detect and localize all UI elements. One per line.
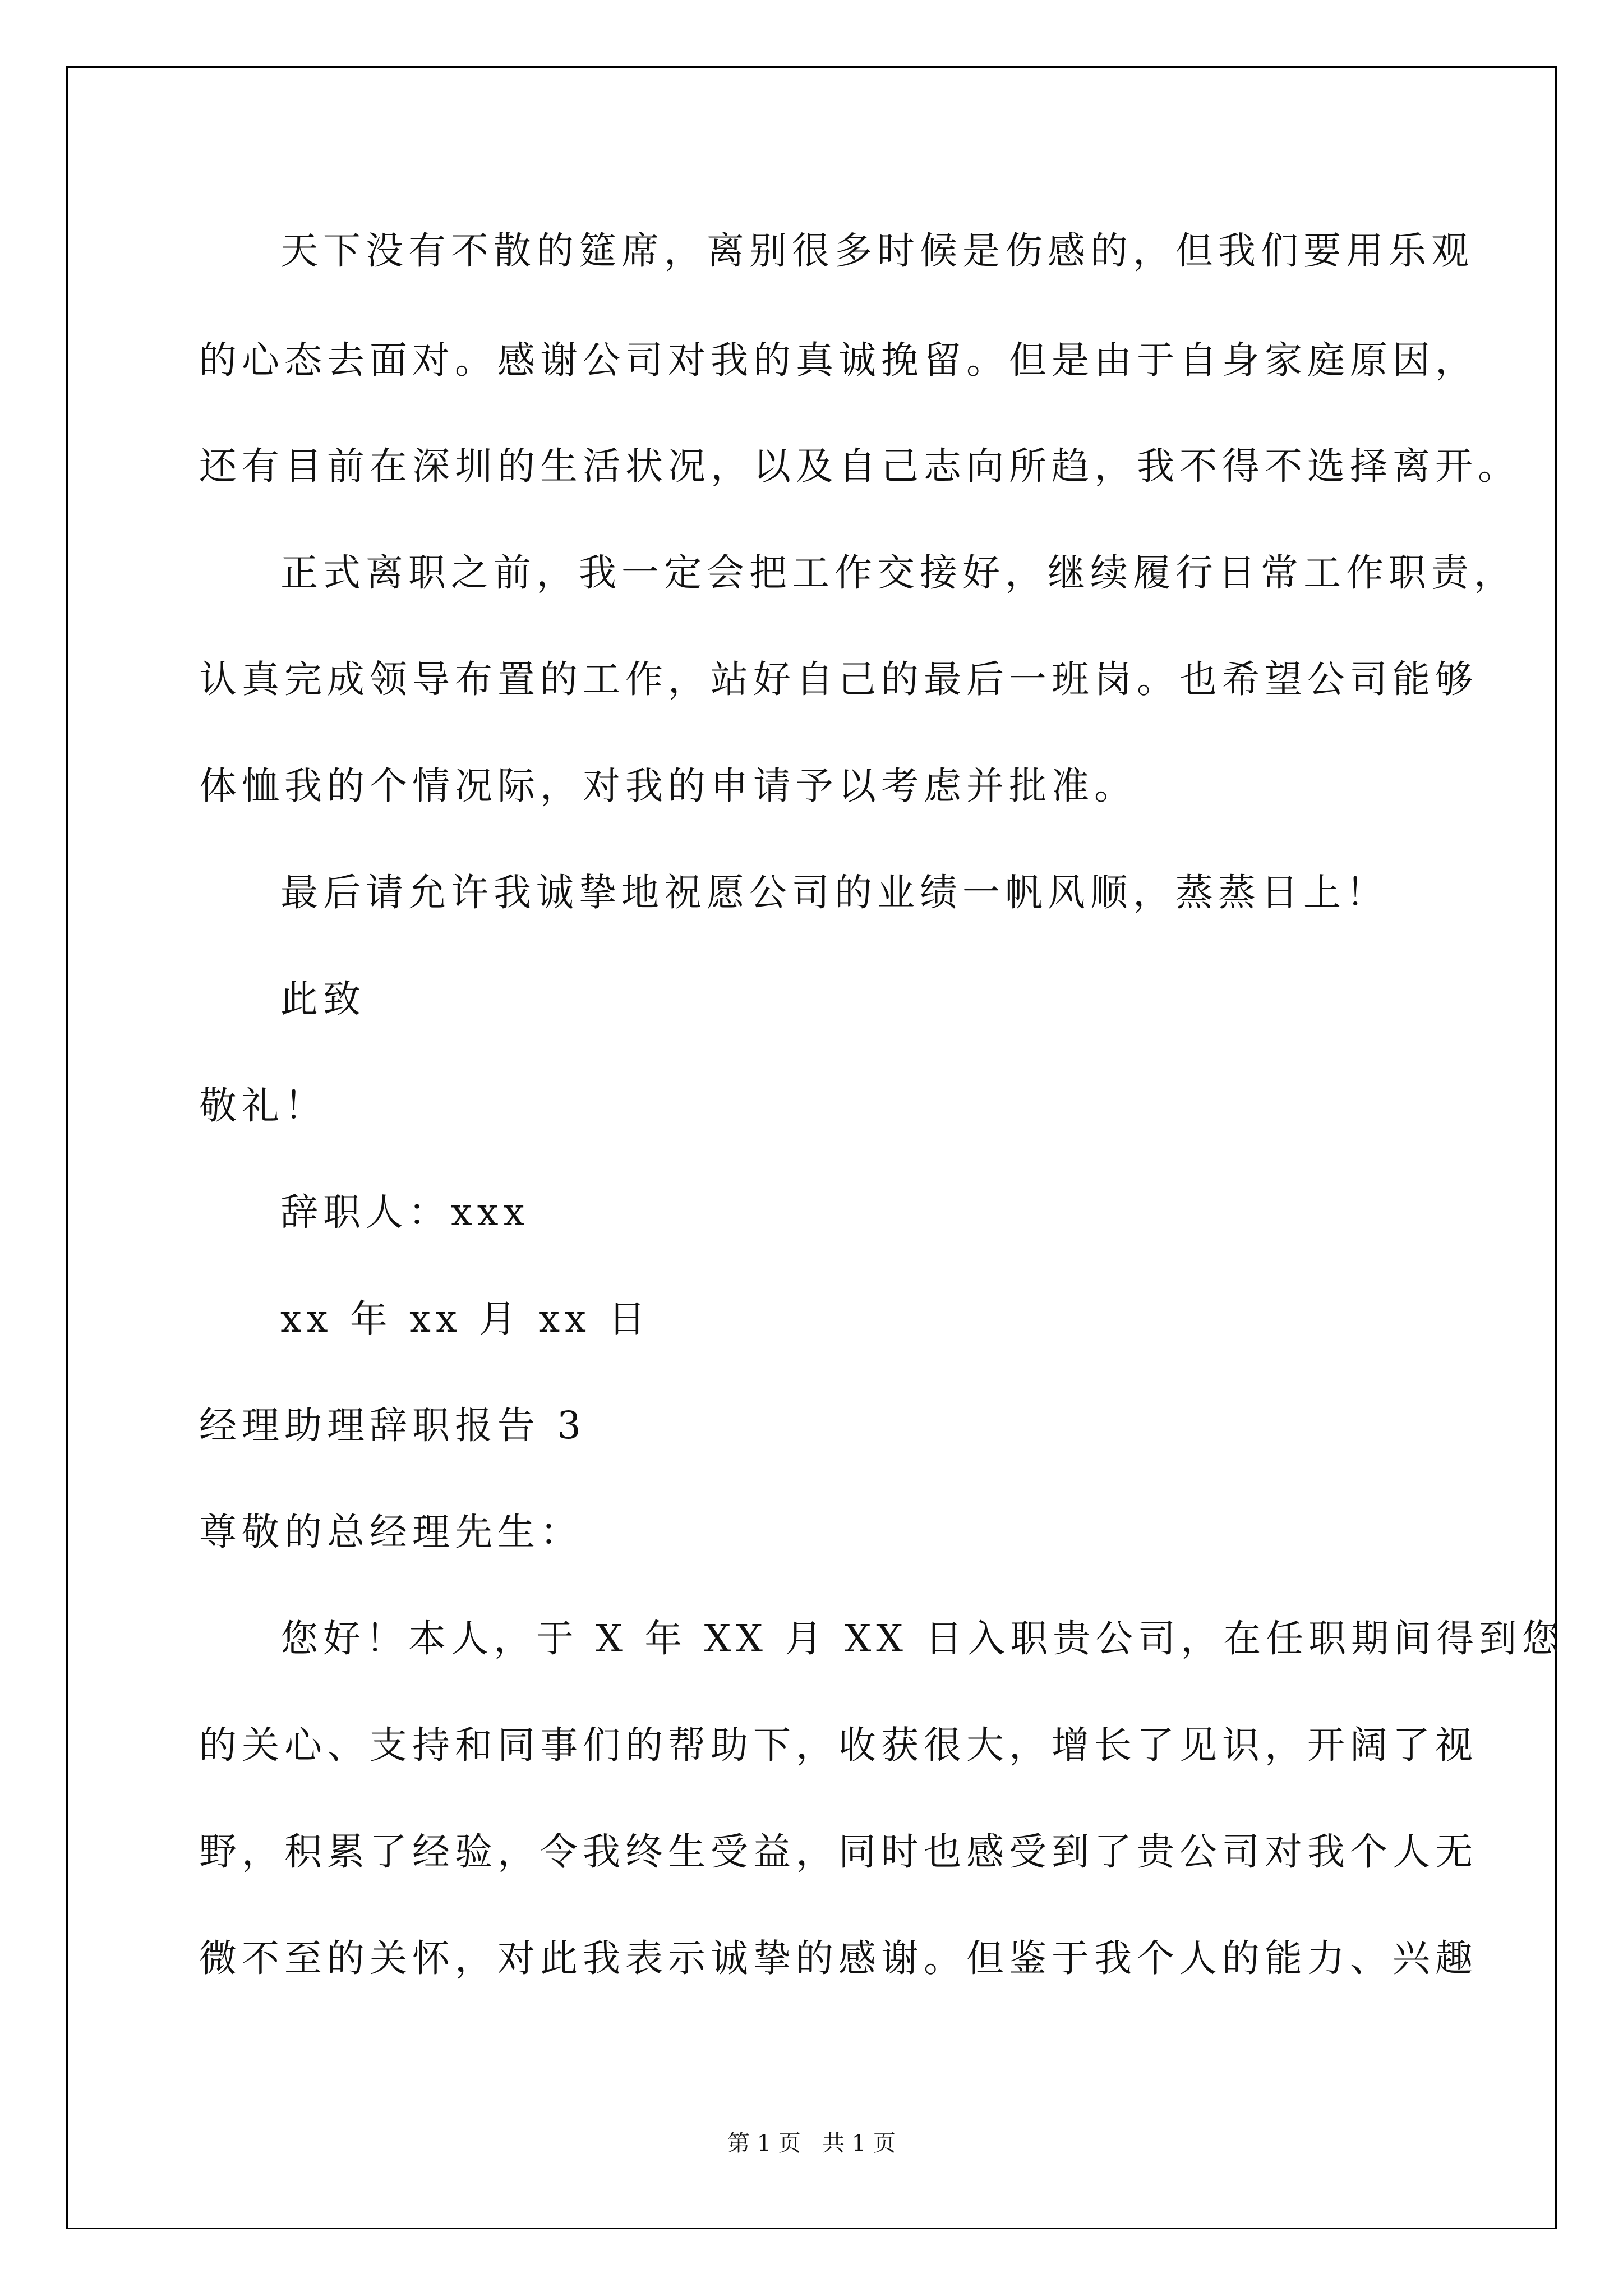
paragraph-line: 的关心、支持和同事们的帮助下，收获很大，增长了见识，开阔了视 <box>199 1723 1478 1767</box>
paragraph-line: 您好！本人，于 X 年 XX 月 XX 日入职贵公司，在任职期间得到您 <box>280 1617 1565 1660</box>
closing-salutation: 此致 <box>280 977 366 1021</box>
closing-regards: 敬礼！ <box>199 1084 327 1128</box>
date-line: xx 年 xx 月 xx 日 <box>280 1297 651 1341</box>
paragraph-line: 还有目前在深圳的生活状况，以及自己志向所趋，我不得不选择离开。 <box>199 444 1520 488</box>
page-footer: 第 1 页 共 1 页 <box>727 2131 896 2156</box>
paragraph-line: 体恤我的个情况际，对我的申请予以考虑并批准。 <box>199 764 1137 808</box>
paragraph-line: 正式离职之前，我一定会把工作交接好，继续履行日常工作职责， <box>280 551 1516 595</box>
greeting-line: 尊敬的总经理先生： <box>199 1510 583 1554</box>
paragraph-line: 最后请允许我诚挚地祝愿公司的业绩一帆风顺，蒸蒸日上！ <box>280 871 1389 914</box>
paragraph-line: 野，积累了经验，令我终生受益，同时也感受到了贵公司对我个人无 <box>199 1830 1478 1874</box>
page-border <box>66 66 1557 2229</box>
signature-line: 辞职人：xxx <box>280 1190 530 1234</box>
paragraph-line: 的心态去面对。感谢公司对我的真诚挽留。但是由于自身家庭原因， <box>199 338 1478 382</box>
paragraph-line: 天下没有不散的筵席，离别很多时候是伤感的，但我们要用乐观 <box>280 229 1474 273</box>
paragraph-line: 微不至的关怀，对此我表示诚挚的感谢。但鉴于我个人的能力、兴趣 <box>199 1936 1478 1980</box>
paragraph-line: 认真完成领导布置的工作，站好自己的最后一班岗。也希望公司能够 <box>199 657 1478 701</box>
section-title: 经理助理辞职报告 3 <box>199 1404 586 1447</box>
